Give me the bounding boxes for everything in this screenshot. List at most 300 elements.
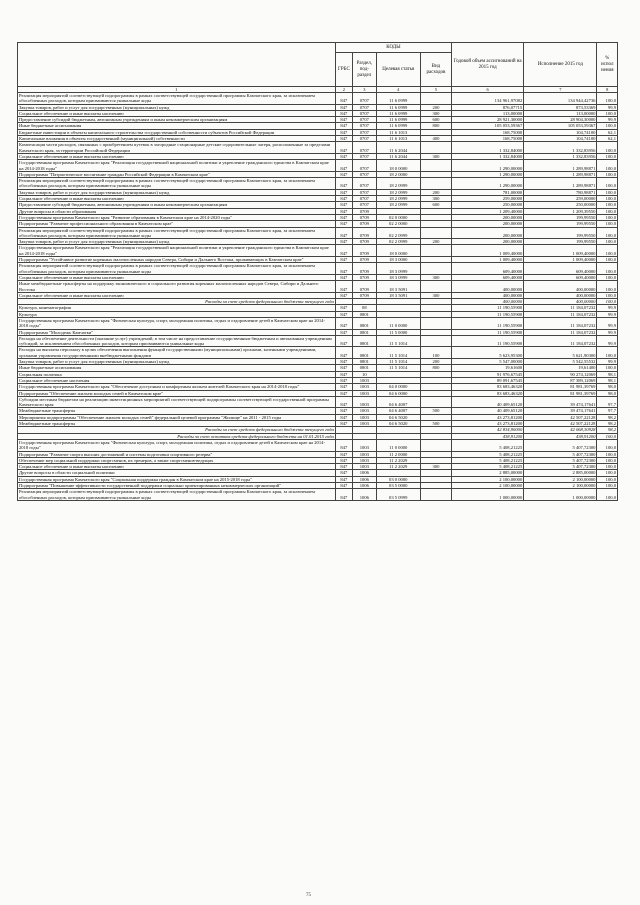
column-number: 3 (352, 87, 376, 93)
row-name-cell: Подпрограмма "Развитие спорта высших достижений и системы подготовки спортивного резерва" (18, 451, 336, 457)
pct-cell: 99,9 (597, 317, 618, 329)
grbs-cell: 847 (335, 110, 352, 116)
exec-cell: 1 009,40000 (524, 245, 597, 257)
exec-cell: 199,99550 (524, 239, 597, 245)
grbs-cell: 847 (335, 189, 352, 195)
pct-cell: 98,1 (597, 371, 618, 377)
pct-cell: 99,9 (597, 305, 618, 311)
pct-cell: 100,0 (597, 451, 618, 457)
exec-cell: 609,40000 (524, 263, 597, 275)
pct-cell: 100,0 (597, 245, 618, 257)
target-cell: 04 6 0000 (376, 390, 420, 396)
exec-cell: 11 184,07232 (524, 317, 597, 329)
pct-cell: 100,0 (597, 464, 618, 470)
exec-cell: 113,00000 (524, 110, 597, 116)
row-name-cell: Социальное обеспечение и иные выплаты населению (18, 196, 336, 202)
pct-cell: 100,0 (597, 274, 618, 280)
target-cell: 11 5 1014 (376, 365, 420, 371)
row-name-cell: Расходы на выплаты персоналу в целях обеспечения выполнения функций государственными (муниципальными) органами, казенными учреждениями, органами управления государственными внебюджетными фондами (18, 347, 336, 359)
column-number: 8 (597, 87, 618, 93)
razdel-cell: 0709 (352, 245, 376, 257)
row-name-cell: Государственная программа Камчатского края "Физическая культура, спорт, молодежная политика, отдых и оздоровление детей в Камчатском крае на 2014-2018 годы" (18, 317, 336, 329)
type-cell (420, 93, 451, 105)
grbs-cell: 847 (335, 470, 352, 476)
row-name-cell: Подпрограмма "Молодежь Камчатки" (18, 329, 336, 335)
plan-cell: 5 547,00000 (452, 359, 524, 365)
exec-cell: 400,00000 (524, 299, 597, 305)
pct-cell: 100,0 (597, 476, 618, 482)
plan-cell: 1 009,40000 (452, 257, 524, 263)
razdel-cell: 0709 (352, 263, 376, 275)
grbs-cell: 847 (335, 160, 352, 172)
pct-cell: 100,0 (597, 189, 618, 195)
header-target: Целевая статья (376, 53, 420, 87)
type-cell: 800 (420, 123, 451, 129)
grbs-cell: 847 (335, 464, 352, 470)
exec-cell: 19,61400 (524, 365, 597, 371)
razdel-cell: 1003 (352, 408, 376, 414)
plan-cell: 5 623,95300 (452, 347, 524, 359)
target-cell: 11 5 1014 (376, 359, 420, 365)
grbs-cell: 847 (335, 396, 352, 408)
grbs-cell: 847 (335, 457, 352, 463)
type-cell: 200 (420, 359, 451, 365)
table-row (18, 281, 618, 293)
plan-cell: 5 408,21225 (452, 439, 524, 451)
type-cell: 300 (420, 196, 451, 202)
pct-cell: 100,0 (597, 208, 618, 214)
row-name-cell: Закупка товаров, работ и услуг для государственных (муниципальных) нужд (18, 104, 336, 110)
target-cell: 11 5 1014 (376, 335, 420, 347)
target-cell: 04 0 0000 (376, 384, 420, 390)
row-name-cell: Мероприятия подпрограммы "Обеспечение жильем молодых семей" федеральной целевой программы "Жилище" на 2011 - 2015 годы (18, 414, 336, 420)
table-row (18, 489, 618, 501)
pct-cell: 99,9 (597, 359, 618, 365)
razdel-cell: 1003 (352, 421, 376, 427)
pct-cell: 100,0 (597, 433, 618, 439)
target-cell: 18 3 5091 (376, 281, 420, 293)
exec-cell: 1 332,83956 (524, 142, 597, 154)
pct-cell: 62,1 (597, 136, 618, 142)
row-name-cell: Межбюджетные трансферты (18, 408, 336, 414)
razdel-cell: 0709 (352, 281, 376, 293)
row-name-cell: Подпрограмма "Патриотическое воспитание граждан Российской Федерации в Камчатском крае" (18, 171, 336, 177)
pct-cell: 99,9 (597, 104, 618, 110)
exec-cell: 1 289,98871 (524, 171, 597, 177)
target-cell: 18 0 0000 (376, 245, 420, 257)
exec-cell: 11 184,07232 (524, 305, 597, 311)
type-cell (420, 178, 451, 190)
target-cell: 03 5 0999 (376, 489, 420, 501)
exec-cell: 1 289,98871 (524, 160, 597, 172)
pct-cell: 100,0 (597, 292, 618, 298)
pct-cell: 100,0 (597, 196, 618, 202)
grbs-cell: 847 (335, 489, 352, 501)
razdel-cell: 0801 (352, 329, 376, 335)
plan-cell: 1 332,84000 (452, 153, 524, 159)
pct-cell: 100,0 (597, 457, 618, 463)
header-name (18, 43, 336, 87)
exec-cell: 90 274,12069 (524, 371, 597, 377)
type-cell: 200 (420, 104, 451, 110)
razdel-cell: 0801 (352, 347, 376, 359)
row-name-cell: Подпрограмма "Устойчивое развитие коренных малочисленных народов Севера, Сибири и Дальнего Востока, проживающих в Камчатском крае" (18, 257, 336, 263)
pct-cell: 98,2 (597, 427, 618, 433)
grbs-cell: 847 (335, 414, 352, 420)
target-cell: 11 5 1014 (376, 347, 420, 359)
pct-cell: 100,0 (597, 365, 618, 371)
column-number: 6 (452, 87, 524, 93)
target-cell: 11 2 0000 (376, 451, 420, 457)
plan-cell: 200,00000 (452, 239, 524, 245)
exec-cell: 2 100,00000 (524, 483, 597, 489)
pct-cell: 100,0 (597, 257, 618, 263)
plan-cell: 1 290,00000 (452, 160, 524, 172)
table-row (18, 227, 618, 239)
target-cell: 18 3 5091 (376, 292, 420, 298)
pct-cell: 62,1 (597, 129, 618, 135)
exec-cell: 5 407,72300 (524, 451, 597, 457)
row-name-cell: Реализация мероприятий соответствующей подпрограммы в рамках соответствующей государственной программы Камчатского края, за исключением обособленных расходов, которым присваиваются уникальные коды (18, 93, 336, 105)
razdel-cell: 0707 (352, 202, 376, 208)
target-cell: 18 0 0000 (376, 160, 420, 172)
row-name-cell: Иные межбюджетные трансферты на поддержку экономического и социального развития коренных малочисленных народов Севера, Сибири и Дальнего Востока (18, 281, 336, 293)
exec-cell: 250,00000 (524, 202, 597, 208)
header-codes: КОДЫ (335, 43, 451, 53)
row-name-cell: Иные бюджетные ассигнования (18, 123, 336, 129)
type-cell (420, 439, 451, 451)
row-name-cell: Подпрограмма "Развитие профессионального образования в Камчатском крае" (18, 221, 336, 227)
razdel-cell: 0709 (352, 227, 376, 239)
plan-cell: 438,91200 (452, 433, 524, 439)
row-name-cell: Предоставление субсидий бюджетным, автономным учреждениям и иным некоммерческим организациям (18, 202, 336, 208)
row-name-cell: Другие вопросы в области образования (18, 208, 336, 214)
razdel-cell: 0801 (352, 335, 376, 347)
exec-cell: 259,00000 (524, 196, 597, 202)
exec-cell: 1 289,98871 (524, 178, 597, 190)
grbs-cell: 847 (335, 214, 352, 220)
type-cell: 600 (420, 117, 451, 123)
type-cell (420, 335, 451, 347)
plan-cell: 43 273,81200 (452, 421, 524, 427)
pct-cell: 100,0 (597, 202, 618, 208)
pct-cell: 100,0 (597, 93, 618, 105)
table-row (18, 347, 618, 359)
table-row (18, 396, 618, 408)
grbs-cell: 847 (335, 476, 352, 482)
plan-cell: 43 273,81200 (452, 414, 524, 420)
target-cell: 18 2 0000 (376, 171, 420, 177)
grbs-cell: 847 (335, 93, 352, 105)
table-row (18, 93, 618, 105)
grbs-cell: 847 (335, 384, 352, 390)
plan-cell: 19,61600 (452, 365, 524, 371)
target-cell: 18 2 0999 (376, 202, 420, 208)
grbs-cell: 847 (335, 335, 352, 347)
target-cell: 18 3 0000 (376, 257, 420, 263)
grbs-cell: 847 (335, 377, 352, 383)
pct-cell: 97,7 (597, 408, 618, 414)
plan-cell: 5 408,21225 (452, 464, 524, 470)
plan-cell: 1 332,84000 (452, 142, 524, 154)
exec-cell: 81 981,39769 (524, 384, 597, 390)
pct-cell: 97,7 (597, 396, 618, 408)
plan-cell: 113,00000 (452, 110, 524, 116)
plan-cell: 781,00000 (452, 189, 524, 195)
razdel-cell: 1003 (352, 457, 376, 463)
razdel-cell: 1003 (352, 439, 376, 451)
exec-cell: 104,74100 (524, 136, 597, 142)
plan-cell: 1 290,00000 (452, 171, 524, 177)
target-cell: 11 6 2044 (376, 142, 420, 154)
plan-cell: 1 290,00000 (452, 178, 524, 190)
row-name-cell: Расходы за счет средств федерального бюджета текущего года (18, 299, 336, 305)
plan-cell: 168,75000 (452, 129, 524, 135)
exec-cell: 105 053,59367 (524, 123, 597, 129)
grbs-cell: 847 (335, 305, 352, 311)
pct-cell: 99,9 (597, 117, 618, 123)
razdel-cell: 1003 (352, 377, 376, 383)
target-cell: 11 0 0000 (376, 439, 420, 451)
grbs-cell: 847 (335, 123, 352, 129)
target-cell: 18 3 0999 (376, 263, 420, 275)
type-cell: 100 (420, 347, 451, 359)
target-cell: 18 2 0999 (376, 189, 420, 195)
plan-cell: 609,40000 (452, 263, 524, 275)
row-name-cell: Иные бюджетные ассигнования (18, 365, 336, 371)
plan-cell: 11 190,55900 (452, 317, 524, 329)
target-cell: 11 6 0999 (376, 110, 420, 116)
target-cell: 11 6 2044 (376, 153, 420, 159)
exec-cell: 42 507,22128 (524, 421, 597, 427)
pct-cell: 100,0 (597, 239, 618, 245)
header-type: Вид расходов (420, 53, 451, 87)
row-name-cell: Компенсация части расходов, связанных с приобретением путевок в загородные стационарные детские оздоровительные лагеря, расположенные за пределами Камчатского края, за территории Российской Федерации (18, 142, 336, 154)
razdel-cell: 0709 (352, 274, 376, 280)
plan-cell: 28 921,30000 (452, 117, 524, 123)
razdel-cell: 0801 (352, 317, 376, 329)
header-exec: Исполнение 2015 год (524, 43, 597, 87)
plan-cell: 2 100,00000 (452, 476, 524, 482)
pct-cell: 100,0 (597, 160, 618, 172)
grbs-cell: 847 (335, 292, 352, 298)
plan-cell: 11 190,55900 (452, 335, 524, 347)
plan-cell: 40 409,65120 (452, 396, 524, 408)
grbs-cell: 847 (335, 257, 352, 263)
plan-cell: 1 209,40000 (452, 208, 524, 214)
plan-cell: 250,00000 (452, 202, 524, 208)
plan-cell: 259,00000 (452, 196, 524, 202)
plan-cell: 400,00000 (452, 292, 524, 298)
pct-cell: 99,9 (597, 335, 618, 347)
razdel-cell: 0707 (352, 123, 376, 129)
grbs-cell: 847 (335, 439, 352, 451)
target-cell: 04 6 4007 (376, 408, 420, 414)
pct-cell: 100,0 (597, 178, 618, 190)
type-cell: 300 (420, 464, 451, 470)
grbs-cell: 847 (335, 371, 352, 377)
razdel-cell: 10 (352, 371, 376, 377)
exec-cell: 11 184,07232 (524, 329, 597, 335)
table-row (18, 142, 618, 154)
exec-cell: 87 389,12069 (524, 377, 597, 383)
row-name-cell: Бюджетные инвестиции в объекты капитального строительства государственной собственности субъектов Российской Федерации (18, 129, 336, 135)
plan-cell: 89 091,67545 (452, 377, 524, 383)
table-row (18, 178, 618, 190)
pct-cell: 100,0 (597, 171, 618, 177)
razdel-cell: 0801 (352, 365, 376, 371)
razdel-cell: 0707 (352, 142, 376, 154)
plan-cell: 2 100,00000 (452, 483, 524, 489)
type-cell: 400 (420, 136, 451, 142)
razdel-cell: 0707 (352, 136, 376, 142)
exec-cell: 5 407,72300 (524, 439, 597, 451)
header-pct: % испол нения (597, 43, 618, 87)
pct-cell: 100,0 (597, 281, 618, 293)
pct-cell: 98,0 (597, 384, 618, 390)
exec-cell: 5 621,90300 (524, 347, 597, 359)
grbs-cell: 847 (335, 202, 352, 208)
plan-cell: 40 409,65120 (452, 408, 524, 414)
row-name-cell: Государственная программа Камчатского края "Реализация государственной национальной политики и укрепление гражданского единства в Камчатском крае на 2014-2018 годы" (18, 160, 336, 172)
target-cell: 11 2 2029 (376, 464, 420, 470)
row-name-cell: Государственная программа Камчатского края "Обеспечение доступным и комфортным жильем жителей Камчатского края на 2014-2018 годы" (18, 384, 336, 390)
target-cell: 18 2 0999 (376, 196, 420, 202)
razdel-cell: 0709 (352, 208, 376, 214)
grbs-cell: 847 (335, 421, 352, 427)
row-name-cell: Социальное обеспечение и иные выплаты населению (18, 464, 336, 470)
pct-cell: 100,0 (597, 347, 618, 359)
plan-cell: 400,00000 (452, 299, 524, 305)
pct-cell: 99,9 (597, 329, 618, 335)
target-cell: 11 6 1013 (376, 136, 420, 142)
row-name-cell: Социальное обеспечение и иные выплаты населению (18, 274, 336, 280)
exec-cell: 400,00000 (524, 292, 597, 298)
type-cell: 200 (420, 189, 451, 195)
column-number: 1 (18, 87, 336, 93)
grbs-cell: 847 (335, 178, 352, 190)
pct-cell: 99,9 (597, 311, 618, 317)
grbs-cell: 847 (335, 136, 352, 142)
exec-cell: 1 332,83956 (524, 153, 597, 159)
razdel-cell: 1006 (352, 470, 376, 476)
razdel-cell: 08 (352, 305, 376, 311)
target-cell: 02 2 0999 (376, 227, 420, 239)
grbs-cell: 847 (335, 274, 352, 280)
target-cell: 02 2 0999 (376, 239, 420, 245)
exec-cell: 438,91200 (524, 433, 597, 439)
plan-cell: 876,07715 (452, 104, 524, 110)
grbs-cell: 847 (335, 171, 352, 177)
plan-cell: 609,40000 (452, 274, 524, 280)
type-cell (420, 281, 451, 293)
header-grbs: ГРБС (335, 53, 352, 87)
grbs-cell: 847 (335, 329, 352, 335)
grbs-cell: 847 (335, 221, 352, 227)
column-number: 7 (524, 87, 597, 93)
target-cell: 18 3 0999 (376, 274, 420, 280)
row-name-cell: Социальная политика (18, 371, 336, 377)
type-cell (420, 227, 451, 239)
table-row (18, 160, 618, 172)
row-name-cell: Государственная программа Камчатского края "Социальная поддержка граждан в Камчатском крае на 2015-2018 годы" (18, 476, 336, 482)
plan-cell: 11 190,55900 (452, 305, 524, 311)
plan-cell: 1 009,40000 (452, 245, 524, 257)
plan-cell: 5 408,21225 (452, 457, 524, 463)
target-cell: 02 2 0000 (376, 221, 420, 227)
grbs-cell: 847 (335, 129, 352, 135)
row-name-cell: Реализация мероприятий соответствующей подпрограммы в рамках соответствующей государственной программы Камчатского края, за исключением обособленных расходов, которым присваиваются уникальные коды (18, 263, 336, 275)
row-name-cell: Социальное обеспечение населения (18, 377, 336, 383)
row-name-cell: Реализация мероприятий соответствующей подпрограммы в рамках соответствующей государственной программы Камчатского края, за исключением обособленных расходов, которым присваиваются уникальные коды (18, 489, 336, 501)
table-row (18, 335, 618, 347)
pct-cell: 100,0 (597, 227, 618, 239)
pct-cell: 100,0 (597, 110, 618, 116)
exec-cell: 2 885,00000 (524, 470, 597, 476)
type-cell (420, 263, 451, 275)
row-name-cell: Закупка товаров, работ и услуг для государственных (муниципальных) нужд (18, 189, 336, 195)
grbs-cell: 847 (335, 281, 352, 293)
razdel-cell: 0801 (352, 311, 376, 317)
type-cell: 300 (420, 110, 451, 116)
type-cell: 300 (420, 153, 451, 159)
target-cell: 11 0 0000 (376, 317, 420, 329)
razdel-cell: 1006 (352, 489, 376, 501)
exec-cell: 104,74100 (524, 129, 597, 135)
grbs-cell: 847 (335, 483, 352, 489)
exec-cell: 42 507,22128 (524, 414, 597, 420)
grbs-cell: 847 (335, 390, 352, 396)
exec-cell: 28 904,30000 (524, 117, 597, 123)
razdel-cell: 0709 (352, 257, 376, 263)
exec-cell: 5 542,55532 (524, 359, 597, 365)
exec-cell: 873,53369 (524, 104, 597, 110)
pct-cell: 100,0 (597, 263, 618, 275)
type-cell: 500 (420, 408, 451, 414)
type-cell: 600 (420, 202, 451, 208)
target-cell: 03 0 0000 (376, 476, 420, 482)
pct-cell: 100,0 (597, 439, 618, 451)
type-cell (420, 142, 451, 154)
razdel-cell: 0707 (352, 171, 376, 177)
grbs-cell: 847 (335, 196, 352, 202)
razdel-cell: 0707 (352, 178, 376, 190)
type-cell (420, 489, 451, 501)
plan-cell: 42 834,90000 (452, 427, 524, 433)
grbs-cell: 847 (335, 408, 352, 414)
plan-cell: 200,00000 (452, 227, 524, 239)
plan-cell: 11 190,55900 (452, 329, 524, 335)
razdel-cell: 1003 (352, 384, 376, 390)
exec-cell: 81 981,39769 (524, 390, 597, 396)
exec-cell: 199,99550 (524, 221, 597, 227)
razdel-cell: 0709 (352, 221, 376, 227)
table-body (18, 93, 618, 501)
type-cell: 300 (420, 292, 451, 298)
row-name-cell: Капитальные вложения в объекты государственной (муниципальной) собственности (18, 136, 336, 142)
row-name-cell: Обеспечение мер социальной поддержки спортсменов, их тренеров, а также спортсменов-ведущих (18, 457, 336, 463)
row-name-cell: Подпрограмма "Повышение эффективности государственной поддержки социально ориентированных некоммерческих организаций" (18, 483, 336, 489)
row-name-cell: Социальное обеспечение и иные выплаты населению (18, 153, 336, 159)
pct-cell: 100,0 (597, 123, 618, 129)
grbs-cell: 847 (335, 104, 352, 110)
razdel-cell: 0707 (352, 153, 376, 159)
exec-cell: 400,00000 (524, 281, 597, 293)
target-cell: 04 6 5020 (376, 421, 420, 427)
grbs-cell: 847 (335, 263, 352, 275)
razdel-cell: 0707 (352, 189, 376, 195)
razdel-cell: 0709 (352, 239, 376, 245)
